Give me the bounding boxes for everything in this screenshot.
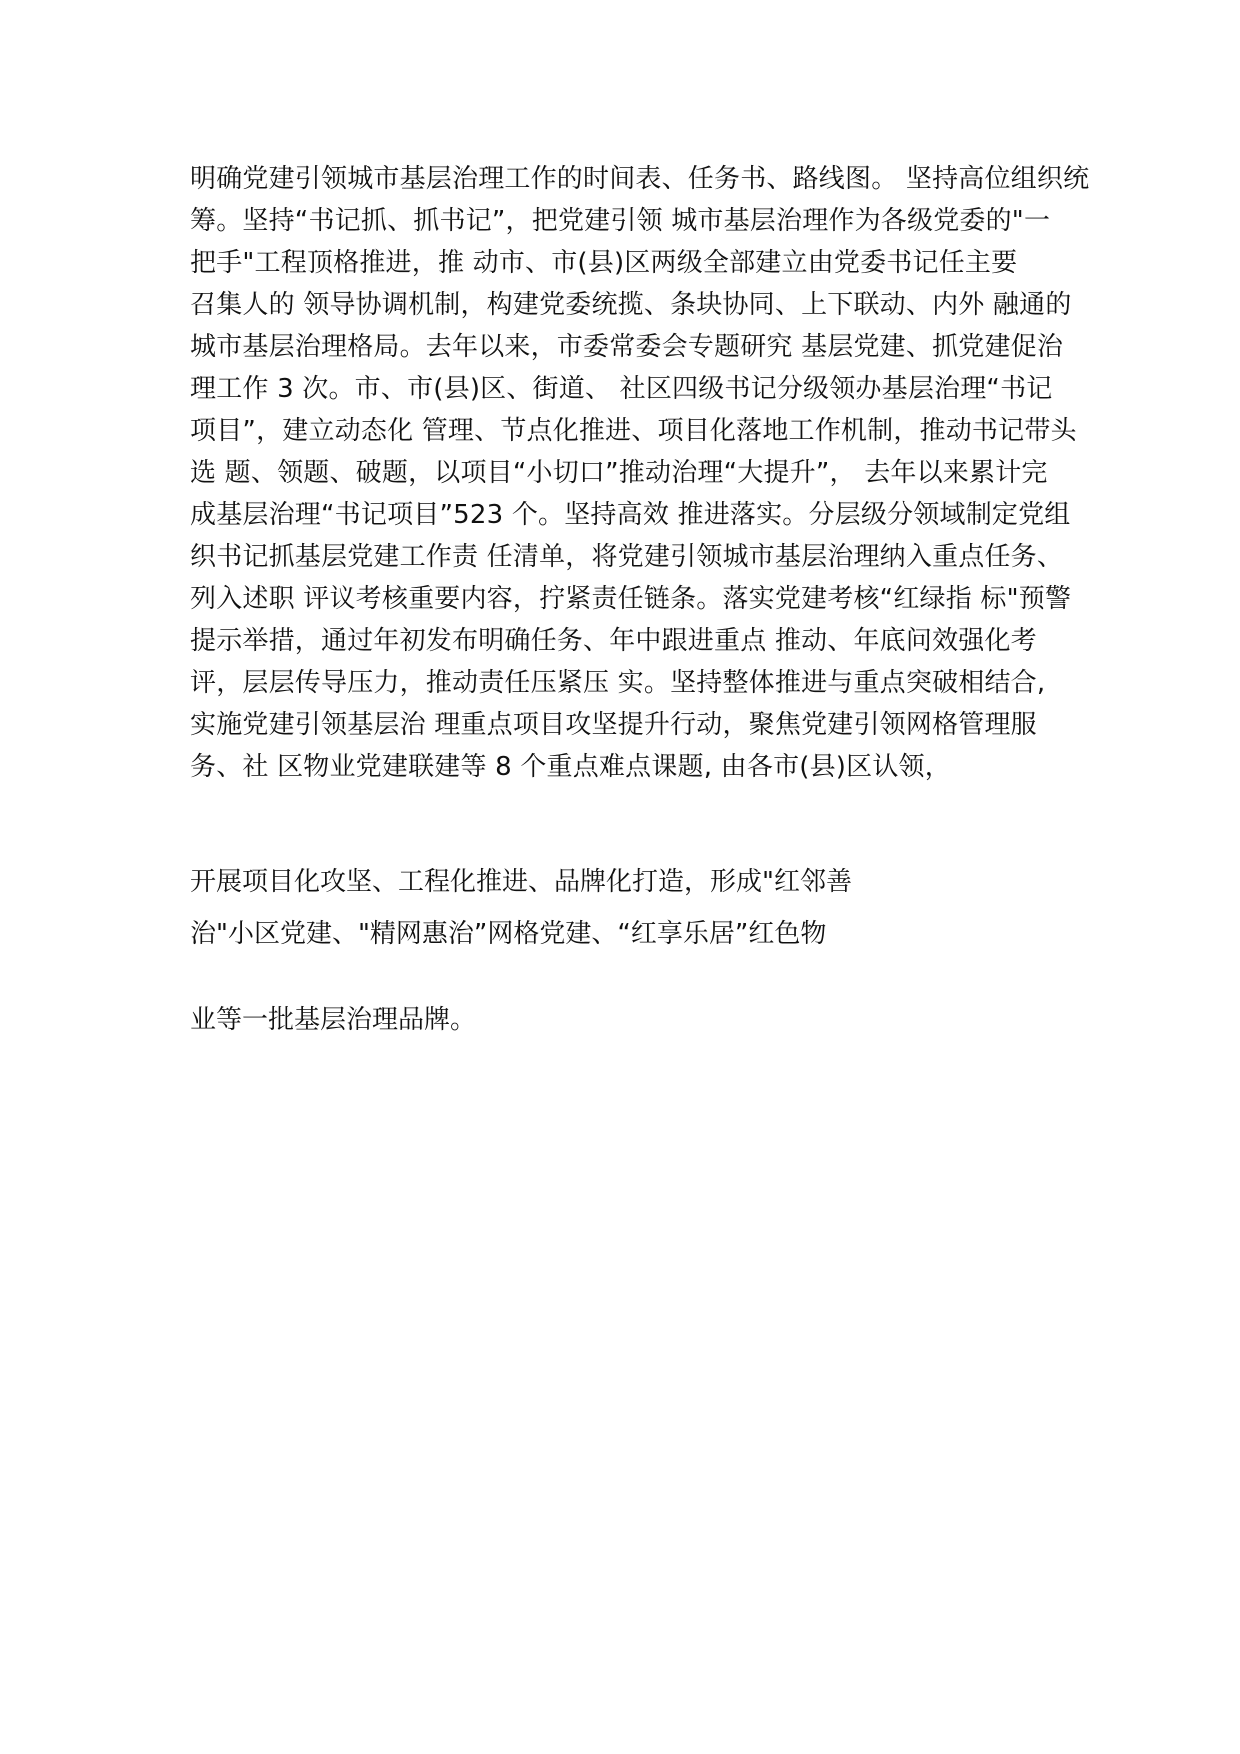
paragraph-line: 成基层治理“书记项目”523 个。坚持高效 推进落实。分层级分领域制定党组 [190, 500, 1071, 530]
paragraph-line: 把手"工程顶格推进，推 动市、市(县)区两级全部建立由党委书记任主要 [190, 248, 1018, 278]
paragraph-line: 列入述职 评议考核重要内容，拧紧责任链条。落实党建考核“红绿指 标"预警 [190, 584, 1072, 614]
paragraph-line: 明确党建引领城市基层治理工作的时间表、任务书、路线图。 坚持高位组织统 [190, 164, 1090, 194]
paragraph-line: 筹。坚持“书记抓、抓书记”，把党建引领 城市基层治理作为各级党委的"一 [190, 206, 1051, 236]
tail-line: 治"小区党建、"精网惠治”网格党建、“红享乐居”红色物 [190, 919, 827, 949]
paragraph-line: 项目”，建立动态化 管理、节点化推进、项目化落地工作机制，推动书记带头 [190, 416, 1077, 446]
paragraph-line: 理工作 3 次。市、市(县)区、街道、 社区四级书记分级领办基层治理“书记 [190, 374, 1053, 404]
paragraph-line: 城市基层治理格局。去年以来，市委常委会专题研究 基层党建、抓党建促治 [190, 332, 1064, 362]
paragraph-line: 织书记抓基层党建工作责 任清单，将党建引领城市基层治理纳入重点任务、 [190, 542, 1064, 572]
tail-line: 业等一批基层治理品牌。 [190, 1005, 477, 1035]
body-paragraph [190, 158, 1090, 788]
paragraph-line: 实施党建引领基层治 理重点项目攻坚提升行动，聚焦党建引领网格管理服 [190, 710, 1037, 740]
paragraph-line: 提示举措，通过年初发布明确任务、年中跟进重点 推动、年底问效强化考 [190, 626, 1037, 656]
tail-line: 开展项目化攻坚、工程化推进、品牌化打造，形成"红邻善 [190, 867, 852, 897]
paragraph-line: 务、社 区物业党建联建等 8 个重点难点课题, 由各市(县)区认领， [190, 752, 951, 782]
paragraph-line: 选 题、领题、破题，以项目“小切口”推动治理“大提升”， 去年以来累计完 [190, 458, 1048, 488]
paragraph-line: 评，层层传导压力，推动责任压紧压 实。坚持整体推进与重点突破相结合, [190, 668, 1046, 698]
paragraph-line: 召集人的 领导协调机制，构建党委统揽、条块协同、上下联动、内外 融通的 [190, 290, 1072, 320]
